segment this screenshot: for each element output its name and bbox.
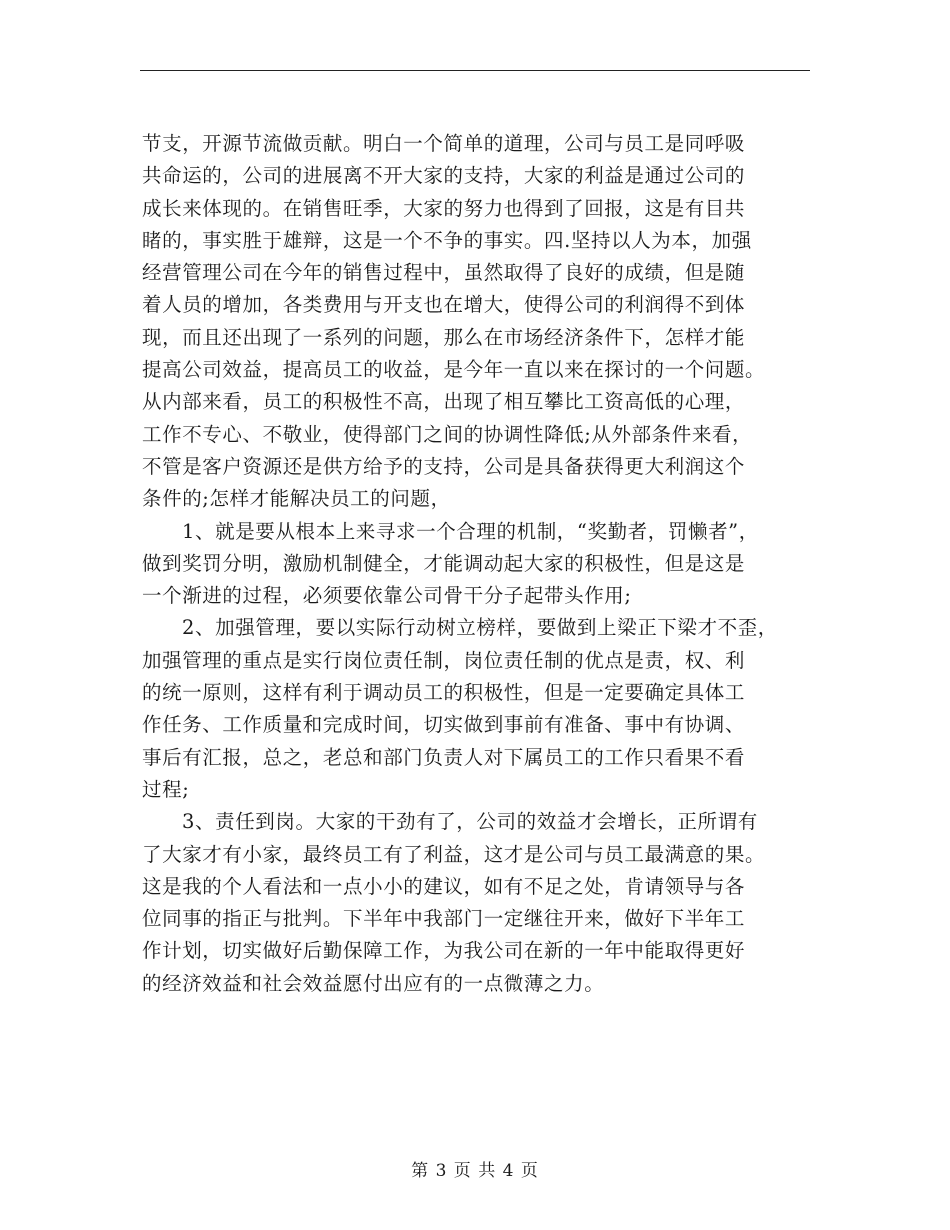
text-line: 一个渐进的过程，必须要依靠公司骨干分子起带头作用;: [142, 584, 632, 608]
list-item-2-first-line: 2、加强管理，要以实际行动树立榜样，要做到上梁正下梁才不歪，: [182, 616, 778, 640]
header-rule: [140, 70, 810, 71]
text-line: 作计划，切实做好后勤保障工作，为我公司在新的一年中能取得更好: [142, 939, 746, 963]
text-line: 作任务、工作质量和完成时间，切实做到事前有准备、事中有协调、: [142, 713, 746, 737]
text-line: 着人员的增加，各类费用与开支也在增大，使得公司的利润得不到体: [142, 293, 746, 317]
text-line: 了大家才有小家，最终员工有了利益，这才是公司与员工最满意的果。: [142, 842, 766, 866]
text-line: 经营管理公司在今年的销售过程中，虽然取得了良好的成绩，但是随: [142, 261, 746, 285]
text-line: 从内部来看，员工的积极性不高，出现了相互攀比工资高低的心理，: [142, 390, 746, 414]
text-line: 事后有汇报，总之，老总和部门负责人对下属员工的工作只看果不看: [142, 745, 746, 769]
text-line: 成长来体现的。在销售旺季，大家的努力也得到了回报，这是有目共: [142, 196, 746, 220]
text-line: 现，而且还出现了一系列的问题，那么在市场经济条件下，怎样才能: [142, 325, 746, 349]
text-line: 睹的，事实胜于雄辩，这是一个不争的事实。四.坚持以人为本，加强: [142, 228, 752, 252]
text-line: 工作不专心、不敬业，使得部门之间的协调性降低;从外部条件来看，: [142, 422, 753, 446]
text-line: 位同事的指正与批判。下半年中我部门一定继往开来，做好下半年工: [142, 907, 746, 931]
text-line: 加强管理的重点是实行岗位责任制，岗位责任制的优点是责，权、利: [142, 648, 746, 672]
text-line: 不管是客户资源还是供方给予的支持，公司是具备获得更大利润这个: [142, 454, 746, 478]
text-line: 条件的;怎样才能解决员工的问题，: [142, 487, 451, 511]
list-item-3-first-line: 3、责任到岗。大家的干劲有了，公司的效益才会增长，正所谓有: [182, 810, 758, 834]
text-line: 做到奖罚分明，激励机制健全，才能调动起大家的积极性，但是这是: [142, 551, 746, 575]
text-line: 共命运的，公司的进展离不开大家的支持，大家的利益是通过公司的: [142, 164, 746, 188]
text-line: 提高公司效益，提高员工的收益，是今年一直以来在探讨的一个问题。: [142, 358, 766, 382]
text-line: 节支，开源节流做贡献。明白一个简单的道理，公司与员工是同呼吸: [142, 132, 746, 155]
text-line: 过程;: [142, 777, 190, 801]
document-body: [142, 128, 818, 1000]
text-line: 的统一原则，这样有利于调动员工的积极性，但是一定要确定具体工: [142, 681, 746, 705]
list-item-1-first-line: 1、就是要从根本上来寻求一个合理的机制，“奖勤者，罚懒者”，: [182, 519, 759, 543]
page-number-footer: 第 3 页 共 4 页: [411, 1161, 539, 1181]
text-line: 这是我的个人看法和一点小小的建议，如有不足之处，肯请领导与各: [142, 874, 746, 898]
text-line: 的经济效益和社会效益愿付出应有的一点微薄之力。: [142, 971, 605, 995]
